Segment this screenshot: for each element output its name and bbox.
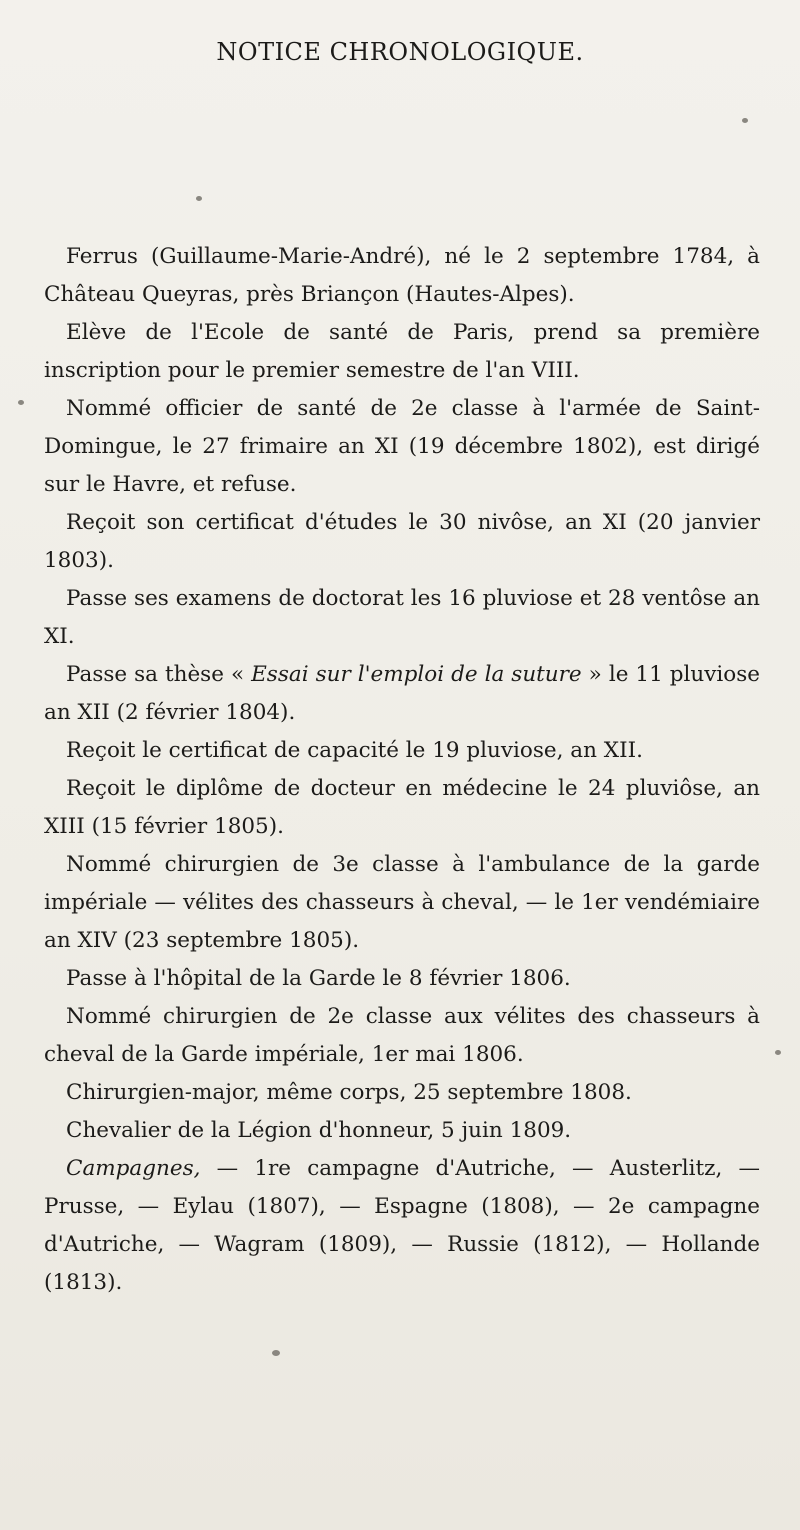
these-after: » le 11 pluviose an XII (2 février 1804).	[44, 662, 760, 725]
campagnes-label: Campagnes,	[66, 1156, 201, 1181]
paragraph-hopital: Passe à l'hôpital de la Garde le 8 février 1806.	[66, 966, 571, 991]
paragraph-campagnes	[44, 1150, 760, 1302]
paragraph-chirurgien-major: Chirurgien-major, même corps, 25 septembre 1808.	[66, 1080, 632, 1105]
ink-speck	[742, 118, 748, 123]
chronology-text	[44, 238, 760, 1302]
paragraph-saint-domingue: Nommé officier de santé de 2e classe à l'armée de Saint-Domingue, le 27 frimaire an XI (19 décembre 1802), est dirigé sur le Havre, et refuse.	[44, 396, 760, 497]
page-title: NOTICE CHRONOLOGIQUE.	[216, 38, 584, 66]
paragraph-these	[44, 656, 760, 732]
paragraph-birth: Ferrus (Guillaume-Marie-André), né le 2 septembre 1784, à Château Queyras, près Briançon (Hautes-Alpes).	[44, 244, 760, 307]
paragraph-examens: Passe ses examens de doctorat les 16 pluviose et 28 ventôse an XI.	[44, 586, 760, 649]
paragraph-capacite: Reçoit le certificat de capacité le 19 pluviose, an XII.	[66, 738, 643, 763]
paragraph-chirurgien-2e: Nommé chirurgien de 2e classe aux vélites des chasseurs à cheval de la Garde impériale, 1er mai 1806.	[44, 1004, 760, 1067]
these-title: Essai sur l'emploi de la suture	[251, 662, 582, 687]
ink-speck	[775, 1050, 781, 1055]
paragraph-chirurgien-3e: Nommé chirurgien de 3e classe à l'ambulance de la garde impériale — vélites des chasseurs à cheval, — le 1er vendémiaire an XIV (23 septembre 1805).	[44, 852, 760, 953]
paragraph-certificat: Reçoit son certificat d'études le 30 nivôse, an XI (20 janvier 1803).	[44, 510, 760, 573]
ink-speck	[18, 400, 24, 405]
paragraph-legion: Chevalier de la Légion d'honneur, 5 juin 1809.	[66, 1118, 572, 1143]
ink-speck	[196, 196, 202, 201]
these-before: Passe sa thèse «	[66, 662, 252, 687]
paragraph-diplome: Reçoit le diplôme de docteur en médecine le 24 pluviôse, an XIII (15 février 1805).	[44, 776, 760, 839]
paragraph-ecole: Elève de l'Ecole de santé de Paris, prend sa première inscription pour le premier semestre de l'an VIII.	[44, 320, 760, 383]
campagnes-list: — 1re campagne d'Autriche, — Austerlitz, — Prusse, — Eylau (1807), — Espagne (1808), — 2e campagne d'Autriche, — Wagram (1809), — Russie (1812), — Hollande (1813).	[44, 1156, 760, 1295]
ink-speck	[272, 1350, 280, 1356]
